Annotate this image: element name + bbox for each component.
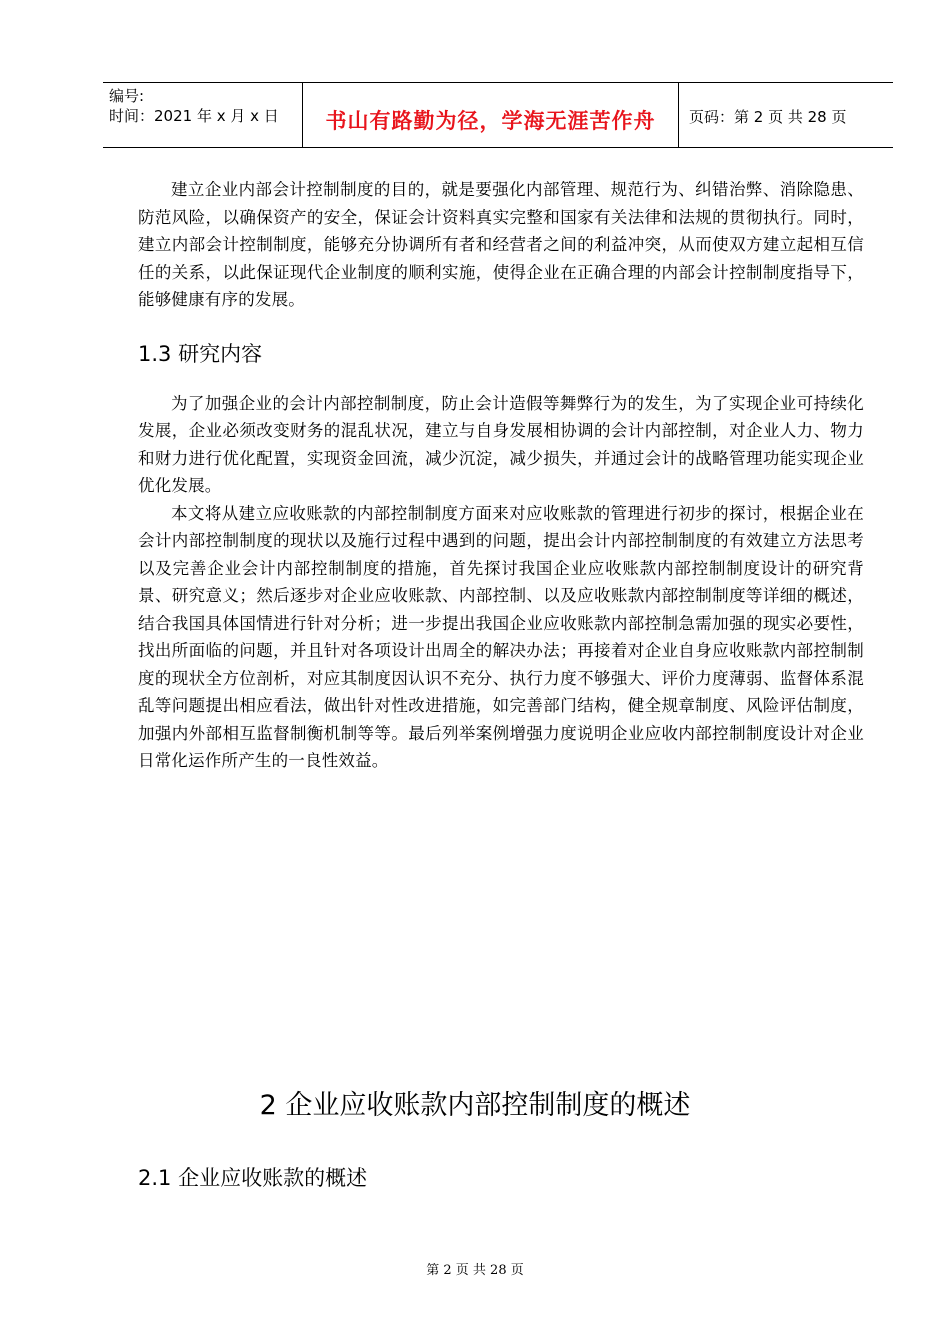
section-heading-2-1: 2.1 企业应收账款的概述 [138,1166,368,1190]
page-footer: 第 2 页 共 28 页 [426,1263,524,1278]
header-page-number: 页码：第 2 页 共 28 页 [689,108,847,126]
chapter-heading-2: 2 企业应收账款内部控制制度的概述 [259,1090,691,1121]
paragraph-purpose: 建立企业内部会计控制制度的目的，就是要强化内部管理、规范行为、纠错治弊、消除隐患、防范风险，以确保资产的安全，保证会计资料真实完整和国家有关法律和法规的贯彻执行。同时，建立内部会计控制制度，能够充分协调所有者和经营者之间的利益冲突，从而使双方建立起相互信任的关系，以此保证现代企业制度的顺利实施，使得企业在正确合理的内部会计控制制度指导下，能够健康有序的发展。 [138,180,864,309]
page-header [103,82,893,148]
header-meta [103,83,303,147]
paragraph-research-goal: 为了加强企业的会计内部控制制度，防止会计造假等舞弊行为的发生，为了实现企业可持续化发展，企业必须改变财务的混乱状况，建立与自身发展相协调的会计内部控制，对企业人力、物力和财力进行优化配置，实现资金回流，减少沉淀，减少损失，并通过会计的战略管理功能实现企业优化发展。 [138,393,864,495]
header-motto-cell [303,83,679,147]
header-motto: 书山有路勤为径，学海无涯苦作舟 [325,109,656,133]
section-heading-1-3: 1.3 研究内容 [138,341,263,366]
document-number-label: 编号: [109,87,145,105]
paragraph-research-outline: 本文将从建立应收账款的内部控制制度方面来对应收账款的管理进行初步的探讨，根据企业在会计内部控制制度的现状以及施行过程中遇到的问题，提出会计内部控制制度的有效建立方法思考以及完善企业会计内部控制制度的措施，首先探讨我国企业应收账款内部控制制度设计的研究背景、研究意义；然后逐步对企业应收账款、内部控制、以及应收账款内部控制制度等详细的概述，结合我国具体国情进行针对分析；进一步提出我国企业应收账款内部控制急需加强的现实必要性，找出所面临的问题，并且针对各项设计出周全的解决办法；再接着对企业自身应收账款内部控制制度的现状全方位剖析，对应其制度因认识不充分、执行力度不够强大、评价力度薄弱、监督体系混乱等问题提出相应看法，做出针对性改进措施，如完善部门结构，健全规章制度、风险评估制度，加强内外部相互监督制衡机制等等。最后列举案例增强力度说明企业应收内部控制制度设计对企业日常化运作所产生的一良性效益。 [138,503,864,770]
main-content [138,176,864,775]
document-time-label: 时间：2021 年 x 月 x 日 [109,107,279,125]
